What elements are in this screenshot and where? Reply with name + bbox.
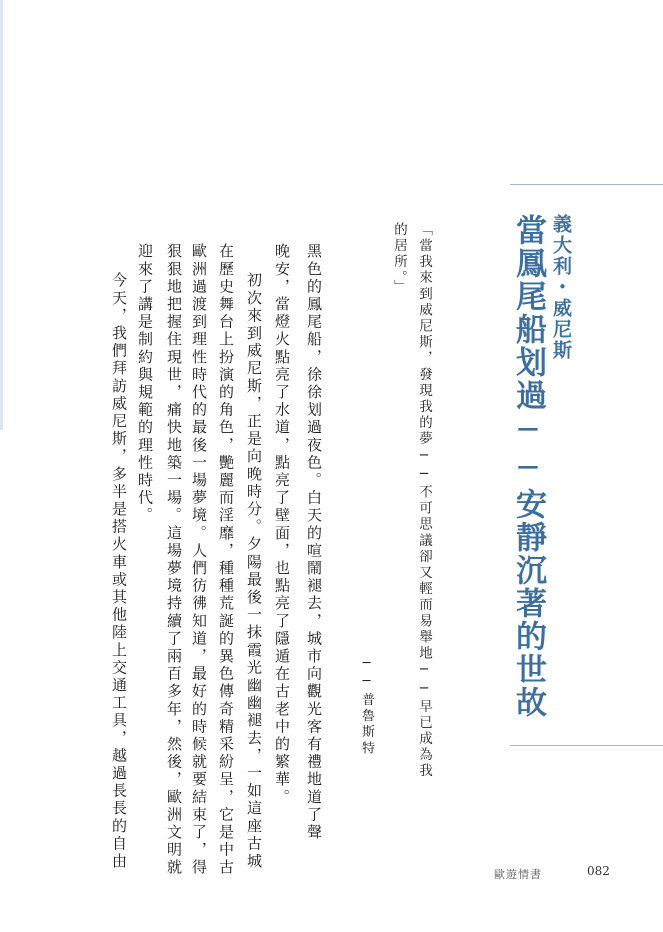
epigraph-line: 「當我來到威尼斯，發現我的夢──不可思議卻又輕而易舉地──早已成為我 xyxy=(416,222,432,780)
title-rule-top xyxy=(510,184,663,185)
body-column: 黑色的鳳尾船，徐徐划過夜色。白天的喧鬧褪去，城市向觀光客有禮地道了聲 xyxy=(305,243,323,842)
body-column: 狠狠地把握住現世，痛快地築一場。這場夢境持續了兩百多年，然後，歐洲文明就 xyxy=(165,243,183,877)
body-column: 歐洲過渡到理性時代的最後一場夢境。人們彷彿知道，最好的時候就要結束了，得 xyxy=(190,243,208,877)
body-column: 初次來到威尼斯，正是向晚時分。夕陽最後一抹霞光幽幽褪去，一如這座古城 xyxy=(245,272,263,871)
body-column: 迎來了講是制約與規範的理性時代。 xyxy=(136,243,154,525)
body-column: 晚安，當燈火點亮了水道，點亮了壁面，也點亮了隱遁在古老中的繁華。 xyxy=(273,243,291,807)
epigraph-attribution: ──普魯斯特 xyxy=(359,656,374,758)
chapter-title: 當鳳尾船划過──安靜沉著的世故 xyxy=(510,214,546,719)
chapter-country: 義大利・威尼斯 xyxy=(550,214,572,361)
running-footer-title: 歐遊情書 xyxy=(494,868,542,881)
page-edge-tint xyxy=(0,0,3,430)
body-column: 在歷史舞台上扮演的角色，艷麗而淫靡，種種荒誕的異色傳奇精采紛呈，它是中古 xyxy=(217,243,235,877)
body-column: 今天，我們拜訪威尼斯，多半是搭火車或其他陸上交通工具，越過長長的自由 xyxy=(110,272,128,871)
title-rule-bottom xyxy=(510,745,663,746)
page-number: 082 xyxy=(587,864,610,878)
epigraph-line: 的居所。」 xyxy=(391,222,407,296)
